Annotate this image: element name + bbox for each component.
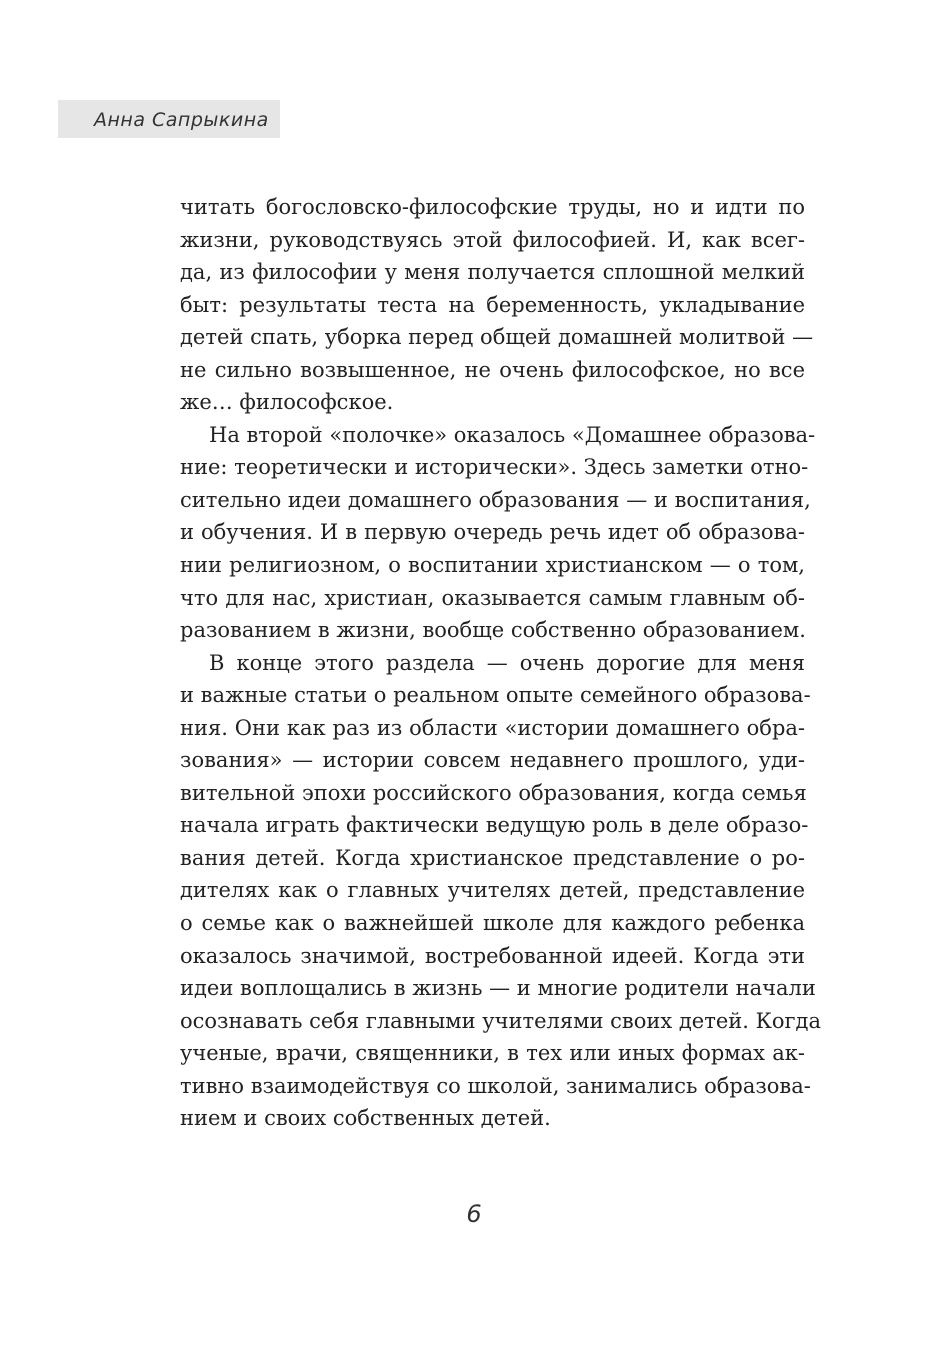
- body-text: [180, 191, 821, 1135]
- text-line: В конце этого раздела — очень дорогие для меня: [209, 650, 805, 675]
- text-line: детей спать, уборка перед общей домашней молитвой —: [180, 325, 814, 350]
- text-line: не сильно возвышенное, не очень философское, но все: [180, 357, 805, 382]
- text-line: сительно идеи домашнего образования — и воспитания,: [180, 487, 811, 512]
- text-line: нии религиозном, о воспитании христианском — о том,: [180, 553, 805, 578]
- text-line: зования» — истории совсем недавнего прошлого, уди-: [180, 748, 805, 773]
- text-line: идеи воплощались в жизнь — и многие родители начали: [180, 976, 816, 1001]
- text-line: На второй «полочке» оказалось «Домашнее образова-: [209, 422, 816, 447]
- text-line: разованием в жизни, вообще собственно образованием.: [180, 618, 806, 643]
- text-line: ние: теоретически и исторически». Здесь заметки отно-: [180, 455, 809, 480]
- text-line: быт: результаты теста на беременность, укладывание: [180, 292, 805, 317]
- running-header-author: Анна Сапрыкина: [58, 100, 280, 138]
- text-line: тивно взаимодействуя со школой, занимались образова-: [180, 1073, 811, 1098]
- text-line: что для нас, христиан, оказывается самым главным об-: [180, 585, 805, 610]
- text-line: ученые, врачи, священники, в тех или иных формах ак-: [180, 1041, 805, 1066]
- text-line: да, из философии у меня получается сплошной мелкий: [180, 260, 805, 285]
- text-line: и обучения. И в первую очередь речь идет об образова-: [180, 520, 805, 545]
- text-line: дителях как о главных учителях детей, представление: [180, 878, 805, 903]
- text-line: осознавать себя главными учителями своих детей. Когда: [180, 1008, 821, 1033]
- text-line: нием и своих собственных детей.: [180, 1106, 551, 1131]
- text-line: вительной эпохи российского образования, когда семья: [180, 780, 807, 805]
- text-line: начала играть фактически ведущую роль в деле образо-: [180, 813, 809, 838]
- text-line: о семье как о важнейшей школе для каждого ребенка: [180, 911, 805, 936]
- text-line: читать богословско-философские труды, но и идти по: [180, 195, 805, 219]
- text-line: жизни, руководствуясь этой философией. И, как всег-: [180, 227, 805, 252]
- text-line: ния. Они как раз из области «истории домашнего обра-: [180, 715, 805, 740]
- text-line: и важные статьи о реальном опыте семейного образова-: [180, 683, 811, 708]
- page-number: 6: [466, 1200, 482, 1228]
- text-line: вания детей. Когда христианское представление о ро-: [180, 845, 805, 870]
- text-line: же… философское.: [180, 390, 394, 415]
- text-line: оказалось значимой, востребованной идеей. Когда эти: [180, 943, 805, 968]
